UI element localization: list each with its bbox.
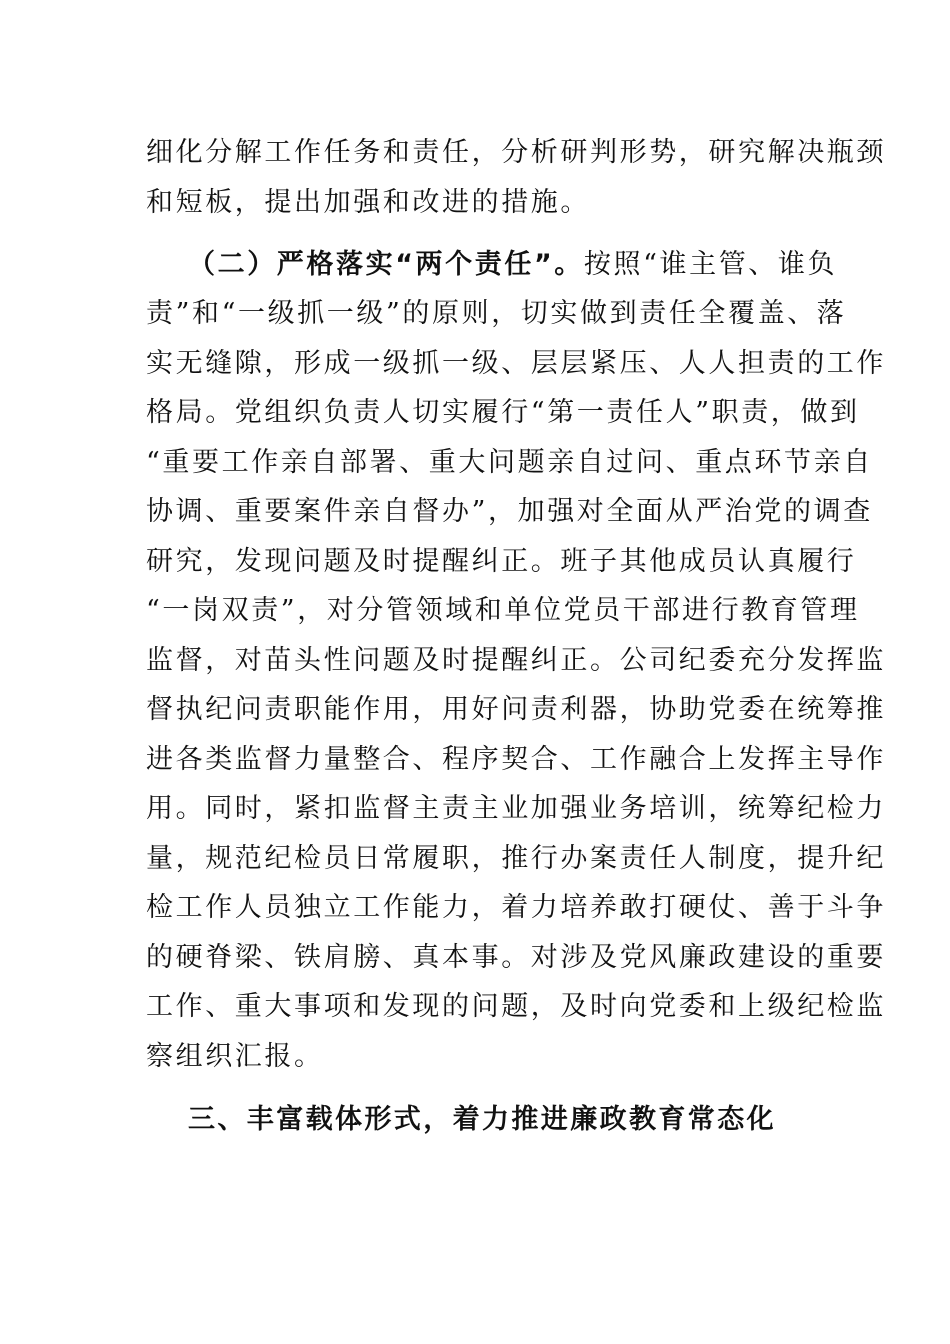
paragraph-line: 实无缝隙，形成一级抓一级、层层紧压、人人担责的工作 (146, 348, 886, 379)
section-heading: 三、丰富载体形式，着力推进廉政教育常态化 (188, 1104, 776, 1135)
paragraph-line: 和短板，提出加强和改进的措施。 (146, 187, 590, 218)
paragraph-line: 察组织汇报。 (146, 1041, 324, 1072)
paragraph-line: 格局。党组织负责人切实履行“第一责任人”职责，做到 (146, 397, 860, 428)
paragraph-line: “一岗双责”，对分管领域和单位党员干部进行教育管理 (146, 595, 860, 626)
paragraph-line: 协调、重要案件亲自督办”，加强对全面从严治党的调查 (146, 496, 873, 527)
paragraph-line: 检工作人员独立工作能力，着力培养敢打硬仗、善于斗争 (146, 892, 886, 923)
paragraph-line: 量，规范纪检员日常履职，推行办案责任人制度，提升纪 (146, 843, 886, 874)
paragraph-line: 进各类监督力量整合、程序契合、工作融合上发挥主导作 (146, 744, 886, 775)
paragraph-line: 责”和“一级抓一级”的原则，切实做到责任全覆盖、落 (146, 298, 847, 329)
paragraph-line: “重要工作亲自部署、重大问题亲自过问、重点环节亲自 (146, 447, 873, 478)
subsection-title: （二）严格落实“两个责任”。 (188, 249, 584, 280)
paragraph-line: 细化分解工作任务和责任，分析研判形势，研究解决瓶颈 (146, 137, 886, 168)
paragraph-line: 监督，对苗头性问题及时提醒纠正。公司纪委充分发挥监 (146, 645, 886, 676)
paragraph-line: 研究，发现问题及时提醒纠正。班子其他成员认真履行 (146, 546, 857, 577)
paragraph-line: 工作、重大事项和发现的问题，及时向党委和上级纪检监 (146, 991, 886, 1022)
paragraph-text: 按照“谁主管、谁负 (583, 249, 838, 280)
paragraph-first-line (188, 245, 837, 285)
paragraph-line: 用。同时，紧扣监督主责主业加强业务培训，统筹纪检力 (146, 793, 886, 824)
paragraph-line: 的硬脊梁、铁肩膀、真本事。对涉及党风廉政建设的重要 (146, 942, 886, 973)
paragraph-line: 督执纪问责职能作用，用好问责利器，协助党委在统筹推 (146, 694, 886, 725)
